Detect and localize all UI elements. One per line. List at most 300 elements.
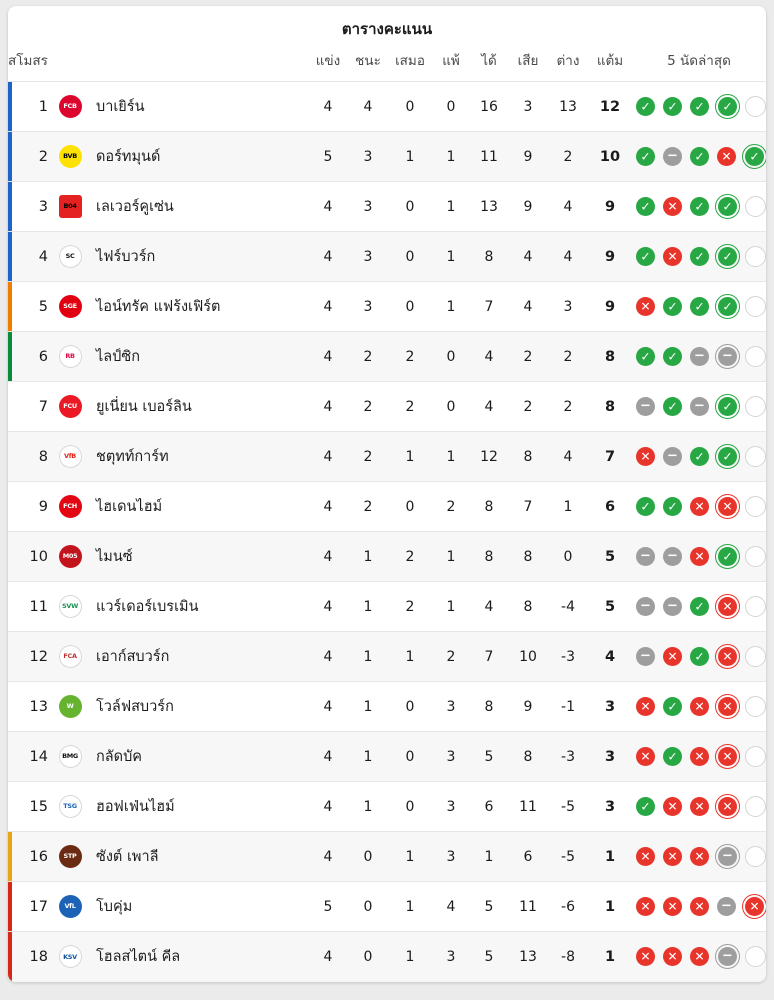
rank-cell (8, 432, 54, 482)
rank-value: 15 (29, 798, 48, 815)
form-list (634, 894, 760, 919)
form-loss-icon: ✕ (690, 897, 709, 916)
form-slot (744, 445, 766, 468)
stat-lost: 1 (432, 282, 470, 332)
form-list (634, 94, 760, 119)
rank-value: 18 (29, 948, 48, 965)
form-win-icon: ✓ (663, 697, 682, 716)
rank-value: 5 (38, 298, 48, 315)
stat-gf: 8 (470, 232, 508, 282)
stat-points: 10 (588, 132, 632, 182)
rank-value: 4 (38, 248, 48, 265)
stat-ga: 9 (508, 132, 548, 182)
club-badge-cell (54, 582, 86, 632)
stat-gf: 4 (470, 582, 508, 632)
stat-ga: 3 (508, 82, 548, 132)
form-slot (688, 795, 711, 818)
header-points: แต้ม (596, 53, 624, 69)
table-row[interactable] (8, 82, 766, 132)
form-loss-icon: ✕ (717, 147, 736, 166)
form-slot (634, 345, 657, 368)
form-loss-icon: ✕ (690, 697, 709, 716)
stat-won: 1 (348, 732, 388, 782)
form-none-icon (745, 196, 766, 217)
club-name[interactable]: ไฮเดนไฮม์ (86, 482, 308, 532)
stat-ga: 13 (508, 932, 548, 982)
club-badge-cell (54, 182, 86, 232)
qualification-marker (8, 82, 12, 131)
form-win-icon: ✓ (718, 547, 737, 566)
table-row[interactable] (8, 582, 766, 632)
form-slot (744, 495, 766, 518)
form-loss-icon: ✕ (718, 497, 737, 516)
form-current-ring (715, 194, 740, 219)
form-cell (632, 482, 766, 532)
form-slot (688, 745, 711, 768)
table-body (8, 82, 766, 982)
stat-points: 9 (588, 182, 632, 232)
form-loss-icon: ✕ (636, 447, 655, 466)
form-win-icon: ✓ (663, 97, 682, 116)
form-loss-icon: ✕ (690, 747, 709, 766)
stat-won: 1 (348, 532, 388, 582)
form-win-icon: ✓ (690, 247, 709, 266)
stat-gd: -6 (548, 882, 588, 932)
form-slot (688, 495, 711, 518)
form-slot (661, 245, 684, 268)
form-draw-icon: − (718, 347, 737, 366)
stat-played: 4 (308, 582, 348, 632)
qualification-marker (8, 132, 12, 181)
club-name[interactable]: ไมนซ์ (86, 532, 308, 582)
stat-gd: 3 (548, 282, 588, 332)
stat-gd: 0 (548, 532, 588, 582)
form-loss-icon: ✕ (690, 547, 709, 566)
stat-gd: 2 (548, 132, 588, 182)
club-crest-icon: SVW (59, 595, 82, 618)
club-name[interactable]: ไอน์ทรัค แฟร้งเฟิร์ต (86, 282, 308, 332)
header-lost: แพ้ (442, 53, 460, 69)
club-name[interactable]: แวร์เดอร์เบรเมิน (86, 582, 308, 632)
club-badge-cell (54, 532, 86, 582)
stat-gf: 13 (470, 182, 508, 232)
form-win-icon: ✓ (636, 347, 655, 366)
club-name[interactable]: กลัดบัค (86, 732, 308, 782)
table-row[interactable] (8, 882, 766, 932)
form-slot (634, 195, 657, 218)
form-slot (744, 695, 766, 718)
form-slot (744, 95, 766, 118)
form-draw-icon: − (663, 447, 682, 466)
club-badge-cell (54, 682, 86, 732)
table-row[interactable] (8, 232, 766, 282)
form-loss-icon: ✕ (663, 647, 682, 666)
form-draw-icon: − (636, 397, 655, 416)
qualification-marker (8, 332, 12, 381)
club-name[interactable]: ยูเนี่ยน เบอร์ลิน (86, 382, 308, 432)
form-slot (634, 295, 657, 318)
stat-played: 4 (308, 432, 348, 482)
stat-lost: 1 (432, 182, 470, 232)
club-crest-icon: SC (59, 245, 82, 268)
club-badge-cell (54, 132, 86, 182)
stat-drawn: 1 (388, 932, 432, 982)
club-name[interactable]: โฮลสไตน์ คีล (86, 932, 308, 982)
form-slot (661, 845, 684, 868)
qualification-marker (8, 232, 12, 281)
stat-points: 9 (588, 232, 632, 282)
form-slot (744, 795, 766, 818)
table-row[interactable] (8, 132, 766, 182)
stat-points: 12 (588, 82, 632, 132)
form-slot (744, 745, 766, 768)
form-list (634, 644, 760, 669)
stat-gf: 4 (470, 382, 508, 432)
form-current-ring (715, 844, 740, 869)
form-cell (632, 432, 766, 482)
form-loss-icon: ✕ (745, 897, 764, 916)
form-win-icon: ✓ (718, 97, 737, 116)
rank-cell (8, 732, 54, 782)
form-none-icon (745, 346, 766, 367)
form-win-icon: ✓ (690, 147, 709, 166)
form-slot (661, 495, 684, 518)
stat-gf: 8 (470, 682, 508, 732)
stat-lost: 0 (432, 332, 470, 382)
form-slot (744, 545, 766, 568)
table-row[interactable] (8, 682, 766, 732)
stat-won: 3 (348, 132, 388, 182)
header-drawn: เสมอ (395, 53, 425, 69)
form-cell (632, 582, 766, 632)
form-none-icon (745, 246, 766, 267)
club-badge-cell (54, 332, 86, 382)
form-list (634, 544, 760, 569)
header-goals-against: เสีย (517, 53, 539, 69)
rank-value: 3 (38, 198, 48, 215)
form-slot (688, 395, 711, 418)
stat-lost: 3 (432, 932, 470, 982)
form-slot (715, 895, 738, 918)
form-cell (632, 732, 766, 782)
form-slot (661, 545, 684, 568)
form-slot (688, 195, 711, 218)
form-slot (634, 145, 657, 168)
form-loss-icon: ✕ (636, 747, 655, 766)
form-none-icon (745, 696, 766, 717)
form-current-ring (742, 894, 766, 919)
stat-ga: 2 (508, 332, 548, 382)
form-loss-icon: ✕ (663, 947, 682, 966)
stat-played: 4 (308, 182, 348, 232)
form-loss-icon: ✕ (636, 947, 655, 966)
club-name[interactable]: บาเยิร์น (86, 82, 308, 132)
stat-won: 1 (348, 782, 388, 832)
form-loss-icon: ✕ (663, 847, 682, 866)
form-win-icon: ✓ (690, 647, 709, 666)
form-loss-icon: ✕ (718, 597, 737, 616)
form-loss-icon: ✕ (636, 897, 655, 916)
rank-cell (8, 382, 54, 432)
club-name[interactable]: ไฟร์บวร์ก (86, 232, 308, 282)
stat-ga: 6 (508, 832, 548, 882)
form-slot (744, 645, 766, 668)
table-row[interactable] (8, 482, 766, 532)
rank-cell (8, 82, 54, 132)
form-slot (688, 445, 711, 468)
club-crest-icon: RB (59, 345, 82, 368)
form-win-icon: ✓ (663, 747, 682, 766)
form-win-icon: ✓ (636, 97, 655, 116)
stat-points: 9 (588, 282, 632, 332)
club-badge-cell (54, 632, 86, 682)
stat-points: 1 (588, 832, 632, 882)
stat-drawn: 1 (388, 132, 432, 182)
form-slot (661, 95, 684, 118)
form-cell (632, 132, 766, 182)
form-cell (632, 82, 766, 132)
form-list (634, 444, 760, 469)
form-slot (661, 295, 684, 318)
form-slot (634, 945, 657, 968)
standings-card (8, 6, 766, 982)
form-cell (632, 282, 766, 332)
form-slot (634, 395, 657, 418)
club-name[interactable]: ฮอฟเฟ่นไฮม์ (86, 782, 308, 832)
stat-won: 1 (348, 682, 388, 732)
stat-drawn: 2 (388, 382, 432, 432)
form-list (634, 144, 760, 169)
form-cell (632, 332, 766, 382)
stat-won: 1 (348, 632, 388, 682)
rank-cell (8, 182, 54, 232)
qualification-marker (8, 882, 12, 931)
form-draw-icon: − (663, 147, 682, 166)
club-badge-cell (54, 282, 86, 332)
stat-won: 0 (348, 882, 388, 932)
stat-gf: 12 (470, 432, 508, 482)
form-current-ring (715, 694, 740, 719)
form-slot (688, 345, 711, 368)
stat-drawn: 1 (388, 832, 432, 882)
club-badge-cell (54, 82, 86, 132)
club-badge-cell (54, 932, 86, 982)
form-list (634, 194, 760, 219)
form-slot (634, 245, 657, 268)
stat-played: 4 (308, 482, 348, 532)
form-current-ring (715, 494, 740, 519)
form-loss-icon: ✕ (663, 797, 682, 816)
stat-played: 4 (308, 782, 348, 832)
table-row[interactable] (8, 532, 766, 582)
form-current-ring (715, 944, 740, 969)
form-loss-icon: ✕ (718, 697, 737, 716)
stat-won: 0 (348, 832, 388, 882)
form-slot (688, 595, 711, 618)
table-row[interactable] (8, 332, 766, 382)
form-draw-icon: − (663, 547, 682, 566)
form-loss-icon: ✕ (690, 947, 709, 966)
stat-lost: 2 (432, 632, 470, 682)
stat-drawn: 0 (388, 682, 432, 732)
form-slot (744, 295, 766, 318)
club-crest-icon: VfL (59, 895, 82, 918)
form-loss-icon: ✕ (636, 697, 655, 716)
stat-ga: 11 (508, 882, 548, 932)
table-header (8, 49, 766, 82)
club-name[interactable]: เอาก์สบวร์ก (86, 632, 308, 682)
stat-lost: 1 (432, 432, 470, 482)
stat-lost: 3 (432, 782, 470, 832)
club-name[interactable]: ดอร์ทมุนด์ (86, 132, 308, 182)
stat-ga: 11 (508, 782, 548, 832)
club-name[interactable]: เลเวอร์คูเซ่น (86, 182, 308, 232)
club-name[interactable]: ซังต์ เพาลี (86, 832, 308, 882)
form-current-ring (715, 344, 740, 369)
rank-value: 12 (29, 648, 48, 665)
form-loss-icon: ✕ (718, 747, 737, 766)
form-slot (634, 595, 657, 618)
form-win-icon: ✓ (663, 497, 682, 516)
table-row[interactable] (8, 432, 766, 482)
form-none-icon (745, 746, 766, 767)
club-crest-icon: SGE (59, 295, 82, 318)
stat-played: 4 (308, 532, 348, 582)
header-won: ชนะ (355, 53, 381, 69)
form-current-ring (742, 144, 766, 169)
form-cell (632, 882, 766, 932)
stat-drawn: 0 (388, 232, 432, 282)
table-row[interactable] (8, 632, 766, 682)
rank-cell (8, 232, 54, 282)
stat-drawn: 0 (388, 732, 432, 782)
stat-gf: 11 (470, 132, 508, 182)
stat-drawn: 0 (388, 82, 432, 132)
form-current-ring (715, 794, 740, 819)
form-none-icon (745, 96, 766, 117)
club-badge-cell (54, 832, 86, 882)
table-row[interactable] (8, 782, 766, 832)
club-name[interactable]: ไลป์ซิก (86, 332, 308, 382)
rank-value: 13 (29, 698, 48, 715)
club-name[interactable]: ชตุทท์การ์ท (86, 432, 308, 482)
stat-gf: 5 (470, 732, 508, 782)
table-row[interactable] (8, 382, 766, 432)
club-crest-icon: TSG (59, 795, 82, 818)
table-row[interactable] (8, 832, 766, 882)
form-draw-icon: − (718, 847, 737, 866)
rank-cell (8, 832, 54, 882)
table-row[interactable] (8, 932, 766, 982)
form-slot (661, 895, 684, 918)
club-badge-cell (54, 782, 86, 832)
form-none-icon (745, 296, 766, 317)
stat-lost: 1 (432, 232, 470, 282)
form-win-icon: ✓ (745, 147, 764, 166)
form-none-icon (745, 546, 766, 567)
stat-played: 4 (308, 282, 348, 332)
stat-points: 1 (588, 932, 632, 982)
form-loss-icon: ✕ (636, 297, 655, 316)
form-none-icon (745, 596, 766, 617)
form-win-icon: ✓ (718, 397, 737, 416)
stat-points: 4 (588, 632, 632, 682)
club-badge-cell (54, 482, 86, 532)
club-name[interactable]: โบคุ่ม (86, 882, 308, 932)
rank-cell (8, 482, 54, 532)
stat-gd: -8 (548, 932, 588, 982)
stat-ga: 4 (508, 232, 548, 282)
club-badge-cell (54, 382, 86, 432)
club-crest-icon: STP (59, 845, 82, 868)
form-slot (661, 945, 684, 968)
form-draw-icon: − (636, 647, 655, 666)
club-crest-icon: FCA (59, 645, 82, 668)
stat-gf: 6 (470, 782, 508, 832)
form-slot (661, 795, 684, 818)
form-draw-icon: − (636, 597, 655, 616)
form-slot (661, 345, 684, 368)
form-slot (634, 845, 657, 868)
form-cell (632, 532, 766, 582)
form-current-ring (715, 744, 740, 769)
club-name[interactable]: โวล์ฟสบวร์ก (86, 682, 308, 732)
stat-lost: 1 (432, 132, 470, 182)
stat-gd: -1 (548, 682, 588, 732)
stat-played: 5 (308, 882, 348, 932)
header-goal-difference: ต่าง (556, 53, 580, 69)
form-win-icon: ✓ (636, 147, 655, 166)
rank-value: 11 (29, 598, 48, 615)
rank-cell (8, 882, 54, 932)
table-row[interactable] (8, 182, 766, 232)
table-row[interactable] (8, 282, 766, 332)
stat-won: 3 (348, 182, 388, 232)
club-crest-icon: FCH (59, 495, 82, 518)
table-row[interactable] (8, 732, 766, 782)
rank-value: 2 (38, 148, 48, 165)
form-win-icon: ✓ (690, 297, 709, 316)
stat-drawn: 1 (388, 882, 432, 932)
stat-won: 0 (348, 932, 388, 982)
stat-drawn: 2 (388, 532, 432, 582)
stat-played: 4 (308, 232, 348, 282)
form-list (634, 594, 760, 619)
rank-value: 7 (38, 398, 48, 415)
form-list (634, 794, 760, 819)
page-title: ตารางคะแนน (341, 20, 433, 38)
stat-drawn: 0 (388, 782, 432, 832)
qualification-marker (8, 932, 12, 982)
stat-played: 4 (308, 732, 348, 782)
form-none-icon (745, 446, 766, 467)
form-slot (661, 695, 684, 718)
form-cell (632, 832, 766, 882)
stat-gf: 5 (470, 882, 508, 932)
form-slot (688, 245, 711, 268)
stat-lost: 2 (432, 482, 470, 532)
form-loss-icon: ✕ (718, 647, 737, 666)
club-crest-icon: B04 (59, 195, 82, 218)
stat-gf: 4 (470, 332, 508, 382)
form-slot (688, 145, 711, 168)
stat-gf: 7 (470, 632, 508, 682)
rank-value: 1 (38, 98, 48, 115)
stat-points: 5 (588, 582, 632, 632)
form-win-icon: ✓ (690, 197, 709, 216)
form-win-icon: ✓ (690, 597, 709, 616)
form-cell (632, 182, 766, 232)
